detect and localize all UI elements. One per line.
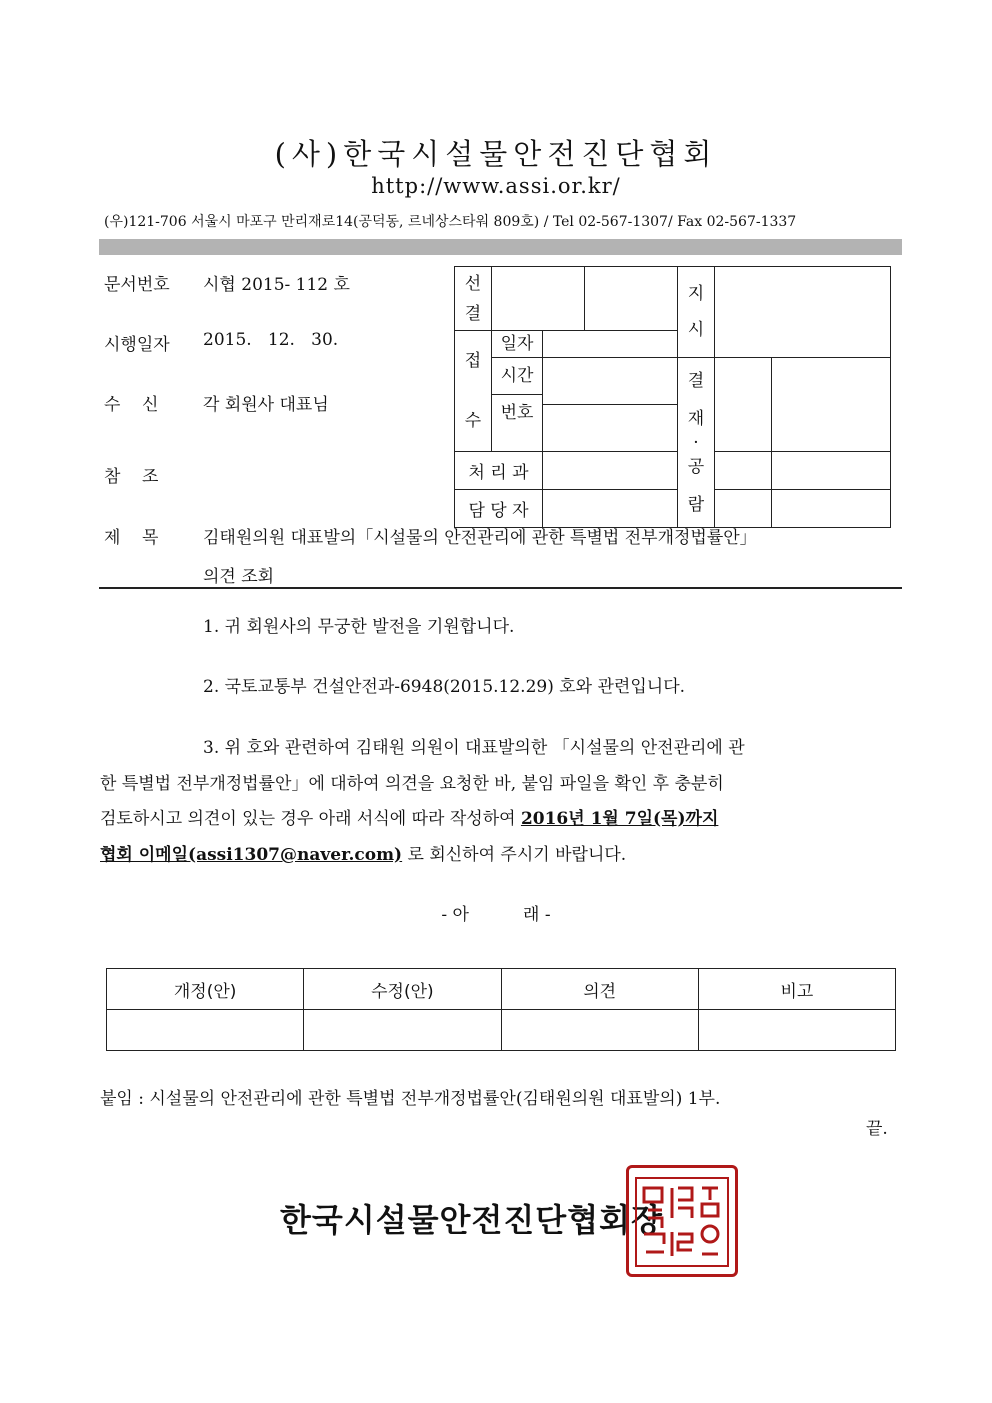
organization-address: (우)121-706 서울시 마포구 만리재로14(공덕동, 르네상스타워 809호) / Tel 02-567-1307/ Fax 02-567-1337 (104, 214, 797, 230)
paragraph-1: 1. 귀 회원사의 무궁한 발전을 기원합니다. (203, 617, 515, 637)
paragraph-3-closing: 로 회신하여 주시기 바랍니다. (402, 845, 627, 865)
subject-line-2: 의견 조회 (203, 567, 275, 587)
paragraph-3-line-1: 3. 위 호와 관련하여 김태원 의원이 대표발의한 「시설물의 안전관리에 관 (203, 738, 745, 758)
opinion-header-revision: 수정(안) (304, 969, 501, 1010)
reception-time-number-label: 시간 번호 (492, 358, 543, 452)
reception-date-label: 일자 (492, 331, 543, 358)
reception-label: 접 수 (455, 331, 492, 452)
person-in-charge-label: 담 당 자 (455, 490, 543, 528)
person-in-charge-cell[interactable] (543, 490, 678, 528)
closing-signature: 한국시설물안전진단협회장 (280, 1201, 663, 1239)
official-seal-stamp (626, 1165, 738, 1277)
subject-line-1: 김태원의원 대표발의「시설물의 안전관리에 관한 특별법 전부개정법률안」 (203, 528, 757, 548)
approval-seon-gyeol: 선 결 (455, 267, 492, 331)
header-divider-bar (99, 239, 902, 255)
consent-cell-5[interactable] (715, 490, 772, 528)
consent-label: 결 재 · 공 람 (678, 358, 715, 528)
processing-dept-label: 처 리 과 (455, 452, 543, 490)
paragraph-3-line-2: 한 특별법 전부개정법률안」에 대하여 의견을 요청한 바, 붙임 파일을 확인 후 충분히 (100, 774, 724, 794)
end-mark: 끝. (866, 1119, 888, 1139)
processing-dept-cell[interactable] (543, 452, 678, 490)
consent-cell-2[interactable] (772, 358, 891, 452)
opinion-header-opinion: 의견 (501, 969, 698, 1010)
subject-divider (99, 587, 902, 589)
opinion-header-amendment: 개정(안) (107, 969, 304, 1010)
opinion-header-remarks: 비고 (698, 969, 895, 1010)
directive-label: 지 시 (678, 267, 715, 358)
below-heading: - 아 래 - (441, 905, 551, 925)
seal-pattern-icon (632, 1174, 732, 1270)
opinion-cell-opinion[interactable] (501, 1010, 698, 1051)
recipient-label: 수 신 (104, 395, 159, 415)
consent-cell-4[interactable] (772, 452, 891, 490)
subject-label: 제 목 (104, 528, 159, 548)
doc-number-label: 문서번호 (104, 275, 170, 295)
paragraph-2: 2. 국토교통부 건설안전과-6948(2015.12.29) 호와 관련입니다. (203, 677, 686, 697)
approval-cell-2[interactable] (585, 267, 678, 331)
paragraph-3-line-3 (100, 804, 718, 829)
consent-cell-6[interactable] (772, 490, 891, 528)
email-link[interactable]: 협회 이메일(assi1307@naver.com) (100, 845, 403, 865)
recipient-value: 각 회원사 대표님 (203, 395, 329, 415)
reference-label: 참 조 (104, 467, 159, 487)
date-value: 2015. 12. 30. (203, 330, 339, 350)
organization-name: (사)한국시설물안전진단협회 (274, 137, 718, 171)
consent-cell-1[interactable] (715, 358, 772, 452)
consent-cell-3[interactable] (715, 452, 772, 490)
paragraph-3-line-4 (100, 840, 626, 865)
date-label: 시행일자 (104, 335, 170, 355)
opinion-table (106, 968, 896, 1051)
reception-time-number-cell[interactable] (543, 358, 678, 452)
deadline-text: 2016년 1월 7일(목)까지 (520, 809, 719, 829)
opinion-cell-revision[interactable] (304, 1010, 501, 1051)
approval-table (454, 266, 891, 528)
opinion-cell-amendment[interactable] (107, 1010, 304, 1051)
attachment-line: 붙임 : 시설물의 안전관리에 관한 특별법 전부개정법률안(김태원의원 대표발의) 1부. (100, 1089, 721, 1109)
paragraph-3-text: 검토하시고 의견이 있는 경우 아래 서식에 따라 작성하여 (100, 809, 521, 829)
reception-date-cell[interactable] (543, 331, 678, 358)
doc-number-value: 시협 2015- 112 호 (203, 275, 350, 295)
opinion-cell-remarks[interactable] (698, 1010, 895, 1051)
approval-cell-1[interactable] (492, 267, 585, 331)
organization-url[interactable]: http://www.assi.or.kr/ (371, 174, 621, 198)
directive-cell[interactable] (715, 267, 891, 358)
